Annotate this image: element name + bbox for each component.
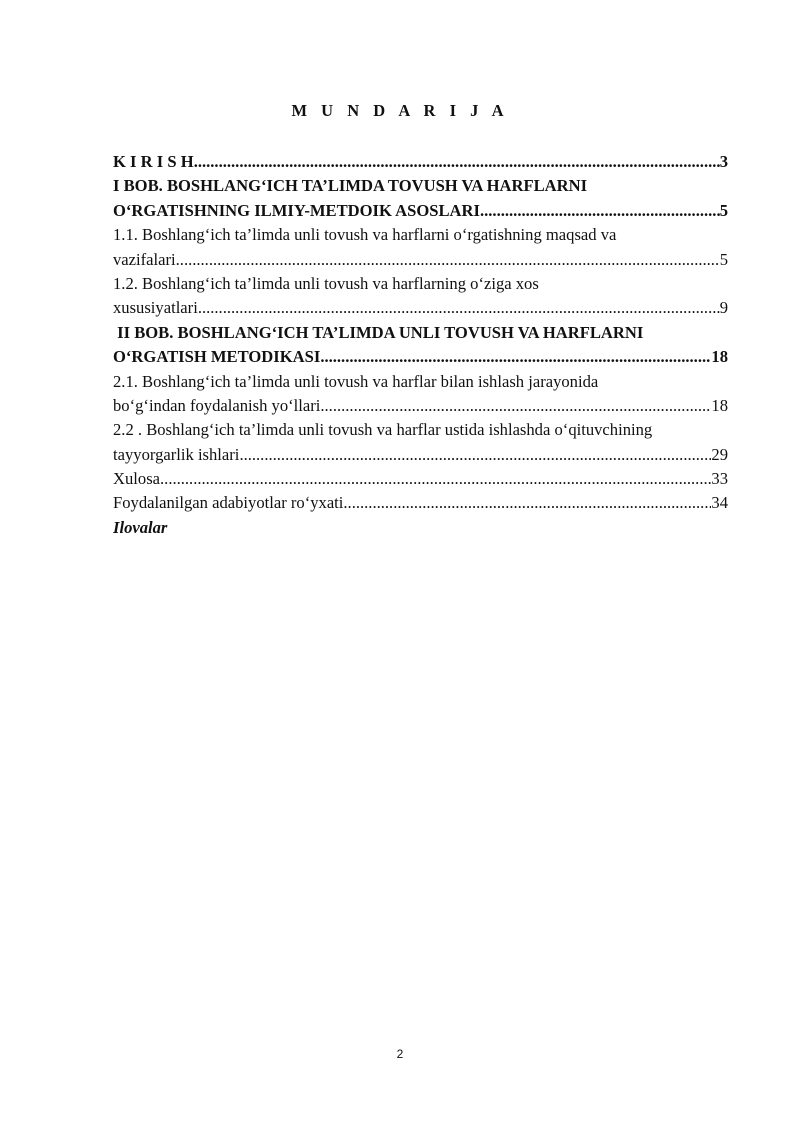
toc-entry-ilovalar[interactable]: Ilovalar — [113, 517, 168, 537]
dot-leader — [176, 248, 720, 272]
toc-entry-label: Foydalanilgan adabiyotlar ro‘yxati — [113, 493, 344, 513]
toc-entry-kirish[interactable] — [113, 150, 728, 174]
dot-leader — [194, 150, 720, 174]
dot-leader — [239, 443, 711, 467]
table-of-contents — [113, 150, 728, 540]
toc-entry-label: xususiyatlari — [113, 298, 198, 318]
toc-section-2-1[interactable] — [113, 394, 728, 418]
toc-page-number: 34 — [711, 493, 728, 513]
toc-page-number: 33 — [711, 469, 728, 489]
dot-leader — [160, 467, 711, 491]
toc-entry-label: Xulosa — [113, 469, 161, 489]
toc-entry-label: K I R I S H — [113, 152, 194, 171]
toc-page-number: 9 — [719, 298, 728, 318]
toc-entry-label: tayyorgarlik ishlari — [113, 444, 240, 464]
dot-leader — [320, 394, 711, 418]
toc-chapter-2[interactable] — [113, 345, 728, 369]
toc-page-number: 18 — [711, 395, 728, 415]
toc-entry-label: O‘RGATISH METODIKASI — [113, 347, 321, 367]
toc-page-number: 29 — [711, 444, 728, 464]
toc-section-1-2[interactable] — [113, 296, 728, 320]
dot-leader — [480, 199, 720, 223]
dot-leader — [343, 491, 711, 515]
toc-entry-label: O‘RGATISHNING ILMIY-METDOIK ASOSLARI — [113, 200, 480, 220]
toc-page-number: 18 — [711, 347, 728, 367]
toc-chapter-1[interactable] — [113, 199, 728, 223]
toc-section-1-1[interactable] — [113, 248, 728, 272]
toc-section-2-1-title[interactable]: 2.1. Boshlang‘ich ta’limda unli tovush va harflar bilan ishlash jarayonida — [113, 371, 599, 391]
toc-section-2-2-title[interactable]: 2.2 . Boshlang‘ich ta’limda unli tovush va harflar ustida ishlashda o‘qituvchining — [113, 420, 653, 440]
dot-leader — [198, 296, 720, 320]
toc-chapter-2-title[interactable]: II BOB. BOSHLANG‘ICH TA’LIMDA UNLI TOVUSH VA HARFLARNI — [113, 322, 644, 342]
toc-section-1-1-title[interactable]: 1.1. Boshlang‘ich ta’limda unli tovush va harflarni o‘rgatishning maqsad va — [113, 225, 617, 245]
toc-chapter-1-title[interactable]: I BOB. BOSHLANG‘ICH TA’LIMDA TOVUSH VA HARFLARNI — [113, 176, 588, 196]
dot-leader — [320, 345, 711, 369]
toc-entry-xulosa[interactable] — [113, 467, 728, 491]
page-number: 2 — [396, 1047, 404, 1061]
toc-page-number: 3 — [719, 152, 728, 171]
toc-page-number: 5 — [719, 200, 728, 220]
toc-entry-label: vazifalari — [113, 249, 176, 269]
toc-entry-label: bo‘g‘indan foydalanish yo‘llari — [113, 395, 321, 415]
toc-section-1-2-title[interactable]: 1.2. Boshlang‘ich ta’limda unli tovush va harflarning o‘ziga xos — [113, 273, 539, 293]
toc-section-2-2[interactable] — [113, 443, 728, 467]
toc-page-number: 5 — [719, 249, 728, 269]
page-title: M U N D A R I J A — [291, 101, 509, 120]
toc-entry-adabiyotlar[interactable] — [113, 491, 728, 515]
